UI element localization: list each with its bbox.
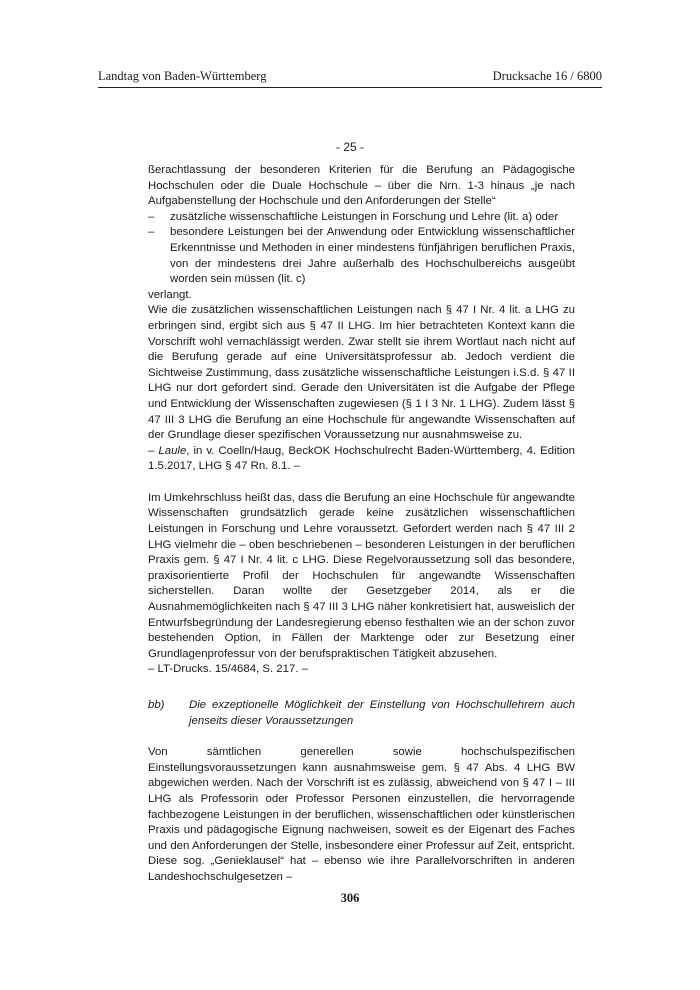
citation-author: Laule xyxy=(158,444,187,457)
section-heading-text: Die exzeptionelle Möglichkeit der Einstellung von Hochschullehrern auch jenseits dieser Voraussetzungen xyxy=(189,699,575,727)
list-dash: – xyxy=(148,226,155,239)
list-item xyxy=(148,210,575,226)
citation-reference: , in v. Coelln/Haug, BeckOK Hochschulrecht Baden-Württemberg, 4. Edition 1.5.2017, LHG § 47 Rn. 8.1. – xyxy=(148,444,576,473)
intro-paragraph: ßerachtlassung der besonderen Kriterien für die Berufung an Pädagogische Hochschulen oder die Duale Hochschule – über die Nrn. 1-3 hinaus „je nach Aufgabenstellung der Hochschule und den Anforderungen der Stelle“ xyxy=(148,164,575,208)
page-header xyxy=(98,69,602,88)
list-item-text: besondere Leistungen bei der Anwendung oder Entwicklung wissenschaftlicher Erkenntnisse und Methoden in einer mindestens fünfjährigen beruflichen Praxis, von der mindestens drei Jahre außerhalb des Hochschulbereichs ausgeübt worden sein müssen (lit. c) xyxy=(170,226,575,286)
paragraph: Wie die zusätzlichen wissenschaftlichen Leistungen nach § 47 I Nr. 4 lit. a LHG zu erbringen sind, ergibt sich aus § 47 II LHG. Im hier betrachteten Kontext kann die Vorschrift wohl vernachlässigt werden. Zwar stellt sie ihrem Wortlaut nach nicht auf die Berufung gerade auf eine Universitätsprofessur ab. Jedoch verdient die Sichtweise Zustimmung, dass zusätzliche wissenschaftliche Leistungen i.S.d. § 47 II LHG nur dort gefordert sind. Gerade den Universitäten ist die Aufgabe der Pflege und Entwicklung der Wissenschaften zugewiesen (§ 1 I 3 Nr. 1 LHG). Zudem lässt § 47 III 3 LHG die Berufung an eine Hochschule für angewandte Wissenschaften auf der Grundlage dieser spezifischen Voraussetzung nur ausnahmsweise zu. xyxy=(148,304,575,442)
citation-block xyxy=(148,444,575,475)
document-body xyxy=(148,163,575,886)
list-dash: – xyxy=(148,210,155,223)
citation-block: – LT-Drucks. 15/4684, S. 217. – xyxy=(148,663,308,676)
section-heading xyxy=(148,698,575,729)
list-item xyxy=(148,225,575,287)
page-marker: - 25 - xyxy=(335,140,364,154)
citation-prefix: – xyxy=(148,444,159,457)
section-heading-label: bb) xyxy=(148,699,165,711)
paragraph: Von sämtlichen generellen sowie hochschulspezifischen Einstellungsvoraussetzungen kann ausnahmsweise gem. § 47 Abs. 4 LHG BW abgewichen werden. Nach der Vorschrift ist es zulässig, abweichend von § 47 I – III LHG als Professorin oder Professor Personen einzustellen, die hervorragende fachbezogene Leistungen in der beruflichen, wissenschaftlichen oder künstlerischen Praxis und pädagogische Eignung nachweisen, soweit es der Eigenart des Faches und den Anforderungen der Stelle, insbesondere einer Professur auf Zeit, entspricht. Diese sog. „Genieklausel“ hat – ebenso wie ihre Parallelvorschriften in anderen Landeshochschulgesetzen – xyxy=(148,746,575,883)
header-document-number: Drucksache 16 / 6800 xyxy=(492,69,602,83)
header-left-title: Landtag von Baden-Württemberg xyxy=(98,69,267,83)
paragraph: Im Umkehrschluss heißt das, dass die Berufung an eine Hochschule für angewandte Wissenschaften grundsätzlich gerade keine zusätzlichen wissenschaftlichen Leistungen in Forschung und Lehre voraussetzt. Gefordert werden nach § 47 III 2 LHG vielmehr die – oben beschriebenen – besonderen Leistungen in der beruflichen Praxis gem. § 47 I Nr. 4 lit. c LHG. Diese Regelvoraussetzung soll das besondere, praxisorientierte Profil der Hochschulen für angewandte Wissenschaften sicherstellen. Daran wollte der Gesetzgeber 2014, als er die Ausnahmemöglichkeiten nach § 47 III 3 LHG näher konkretisiert hat, ausweislich der Entwurfsbegründung der Landesregierung ebenso festhalten wie an der schon zuvor bestehenden Option, in Fällen der Marktenge oder zur Besetzung einer Grundlagenprofessur von der berufspraktischen Tätigkeit abzusehen. xyxy=(148,491,575,660)
after-list-text: verlangt. xyxy=(148,288,192,301)
requirements-list xyxy=(148,210,575,288)
footer-page-number: 306 xyxy=(340,891,360,905)
list-item-text: zusätzliche wissenschaftliche Leistungen in Forschung und Lehre (lit. a) oder xyxy=(170,210,559,223)
